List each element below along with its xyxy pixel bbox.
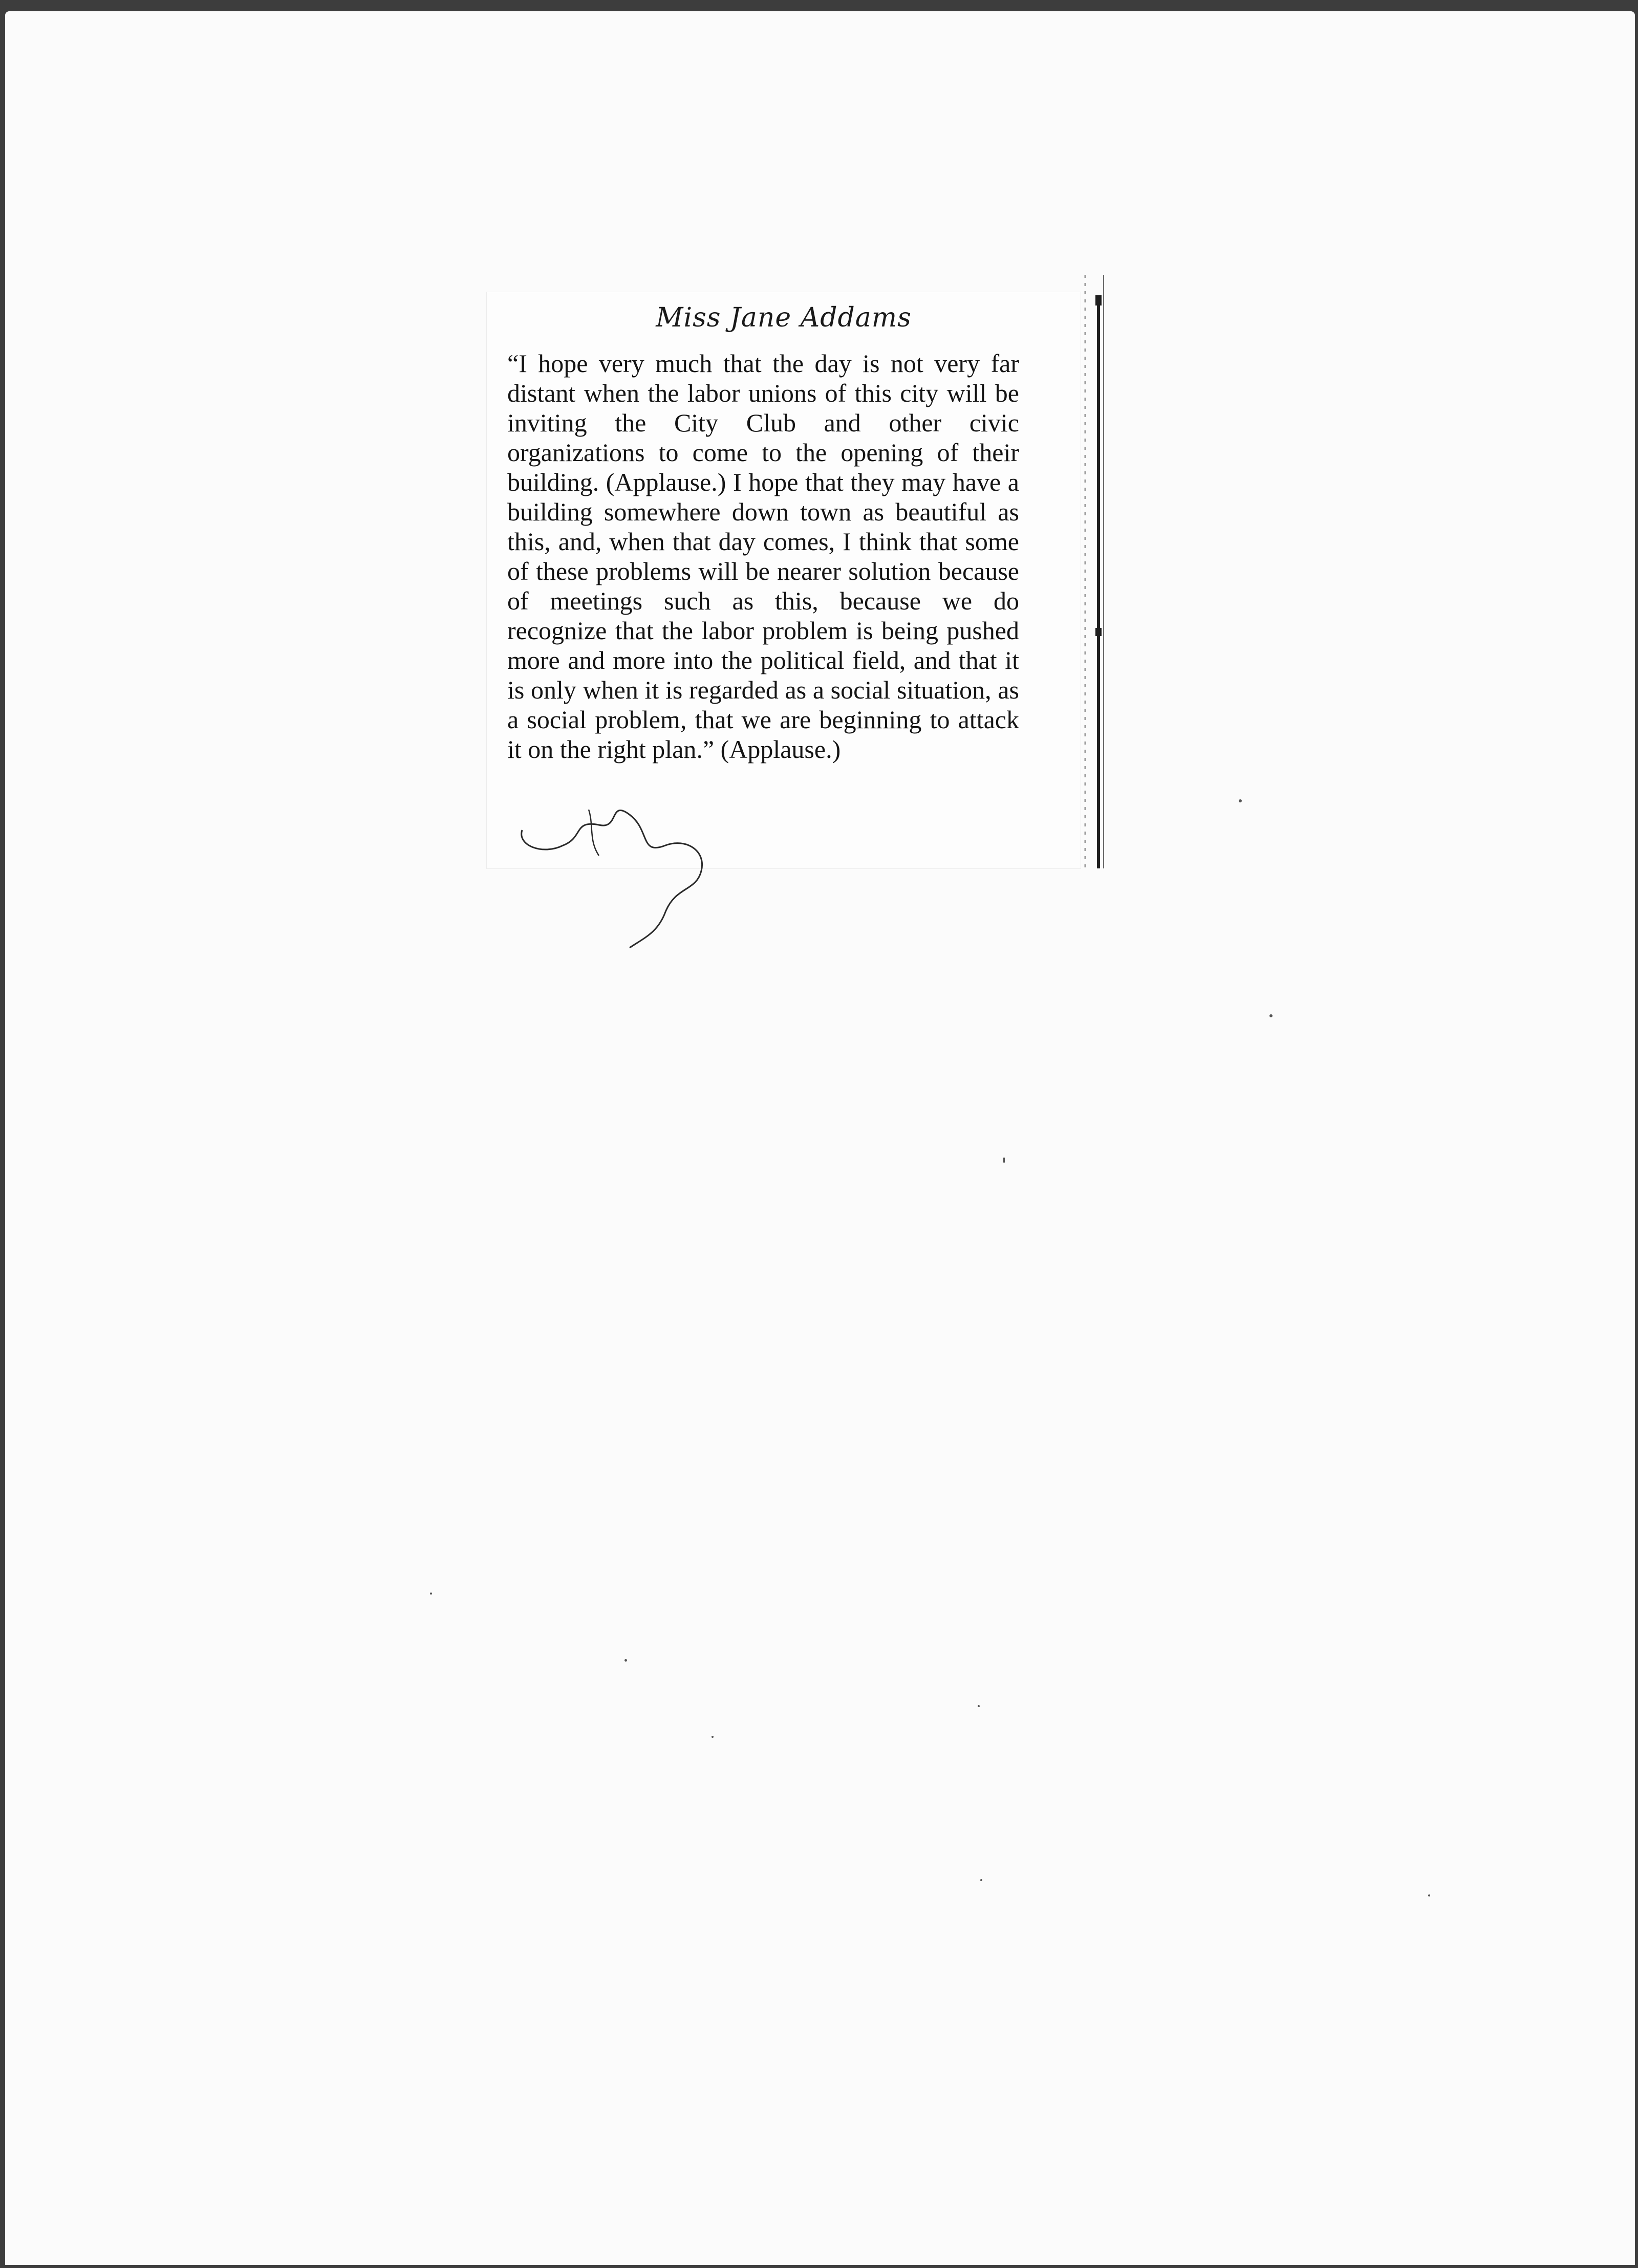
dust-speck bbox=[1428, 1894, 1430, 1896]
pencil-scribble-mark bbox=[512, 810, 747, 963]
clipping-torn-edge bbox=[1080, 275, 1111, 868]
clipping-title: Miss Jane Addams bbox=[656, 302, 912, 333]
paper-page bbox=[5, 11, 1635, 2265]
dust-speck bbox=[1003, 1158, 1005, 1163]
dust-speck bbox=[980, 1879, 982, 1881]
dust-speck bbox=[978, 1705, 980, 1707]
dust-speck bbox=[1239, 799, 1242, 802]
dust-speck bbox=[430, 1593, 432, 1595]
newspaper-clipping bbox=[486, 292, 1081, 869]
dust-speck bbox=[1269, 1014, 1273, 1017]
dust-speck bbox=[624, 1659, 627, 1662]
clipping-text: “I hope very much that the day is not very far distant when the labor unions of this city will be inviting the City Club and other civic organizations to come to the opening of their building. (Applause.) I hope that they may have a building somewhere down town as beautiful as this, and, when that day comes, I think that some of these problems will be nearer solution because of meetings such as this, because we do recognize that the labor problem is being pushed more and more into the political field, and that it is only when it is regarded as a social situation, as a social problem, that we are beginning to attack it on the right plan.” (Applause.) bbox=[507, 349, 1019, 764]
dust-speck bbox=[712, 1736, 714, 1738]
